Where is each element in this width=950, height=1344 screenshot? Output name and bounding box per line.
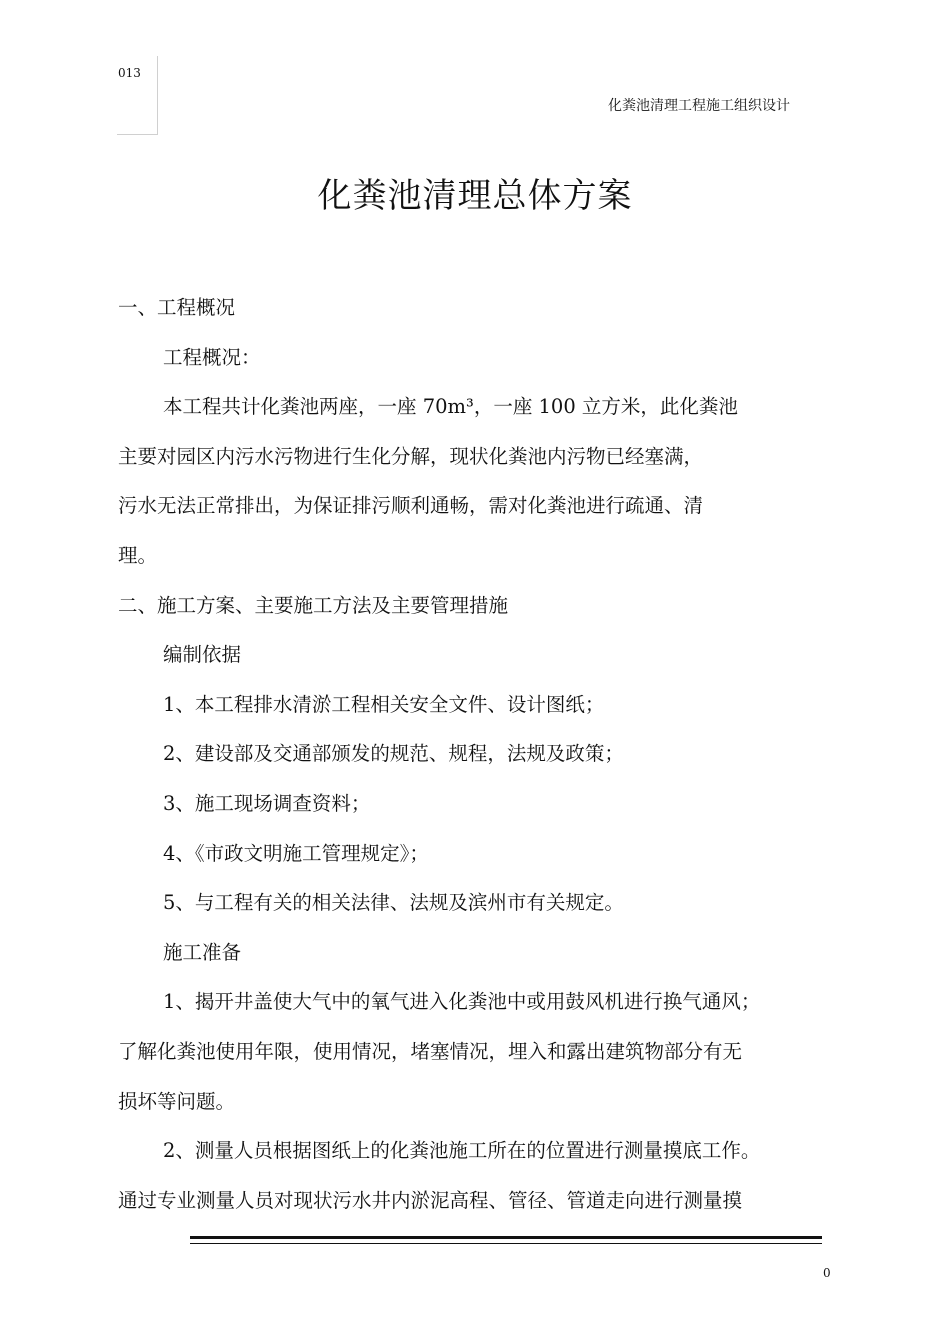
- footer-rule-thin: [190, 1243, 822, 1244]
- text-line: 二、施工方案、主要施工方法及主要管理措施: [118, 593, 509, 617]
- text-line: 通过专业测量人员对现状污水井内淤泥高程、管径、管道走向进行测量摸: [118, 1188, 743, 1212]
- text-line: 一、工程概况: [118, 296, 236, 319]
- text-line: 1、揭开井盖使大气中的氧气进入化粪池中或用鼓风机进行换气通风；: [163, 990, 761, 1014]
- text-line: 损坏等问题。: [118, 1089, 236, 1113]
- text-line: 主要对园区内污水污物进行生化分解，现状化粪池内污物已经塞满，: [118, 444, 704, 468]
- text-line: 理。: [118, 543, 158, 567]
- text-line: 3、施工现场调查资料；: [163, 791, 371, 815]
- text-line: 1、本工程排水清淤工程相关安全文件、设计图纸；: [163, 692, 605, 716]
- text-line: 2、测量人员根据图纸上的化粪池施工所在的位置进行测量摸底工作。: [163, 1139, 761, 1163]
- body-text: [118, 283, 834, 1225]
- page-number: 0: [823, 1266, 831, 1280]
- text-line: 工程概况：: [163, 345, 261, 369]
- running-header: 化粪池清理工程施工组织设计: [608, 98, 790, 114]
- text-line: 本工程共计化粪池两座，一座 70m³，一座 100 立方米，此化粪池: [163, 395, 738, 419]
- text-line: 了解化粪池使用年限，使用情况，堵塞情况，埋入和露出建筑物部分有无: [118, 1039, 743, 1063]
- text-line: 4、《市政文明施工管理规定》；: [163, 841, 429, 865]
- text-line: 编制依据: [163, 643, 242, 667]
- document-title: 化粪池清理总体方案: [317, 176, 633, 216]
- doc-number: 013: [118, 66, 141, 80]
- footer-rule: [190, 1236, 822, 1239]
- text-line: 施工准备: [163, 940, 242, 964]
- text-line: 污水无法正常排出，为保证排污顺利通畅，需对化粪池进行疏通、清: [118, 494, 704, 518]
- text-line: 2、建设部及交通部颁发的规范、规程，法规及政策；: [163, 742, 624, 766]
- text-line: 5、与工程有关的相关法律、法规及滨州市有关规定。: [163, 891, 624, 915]
